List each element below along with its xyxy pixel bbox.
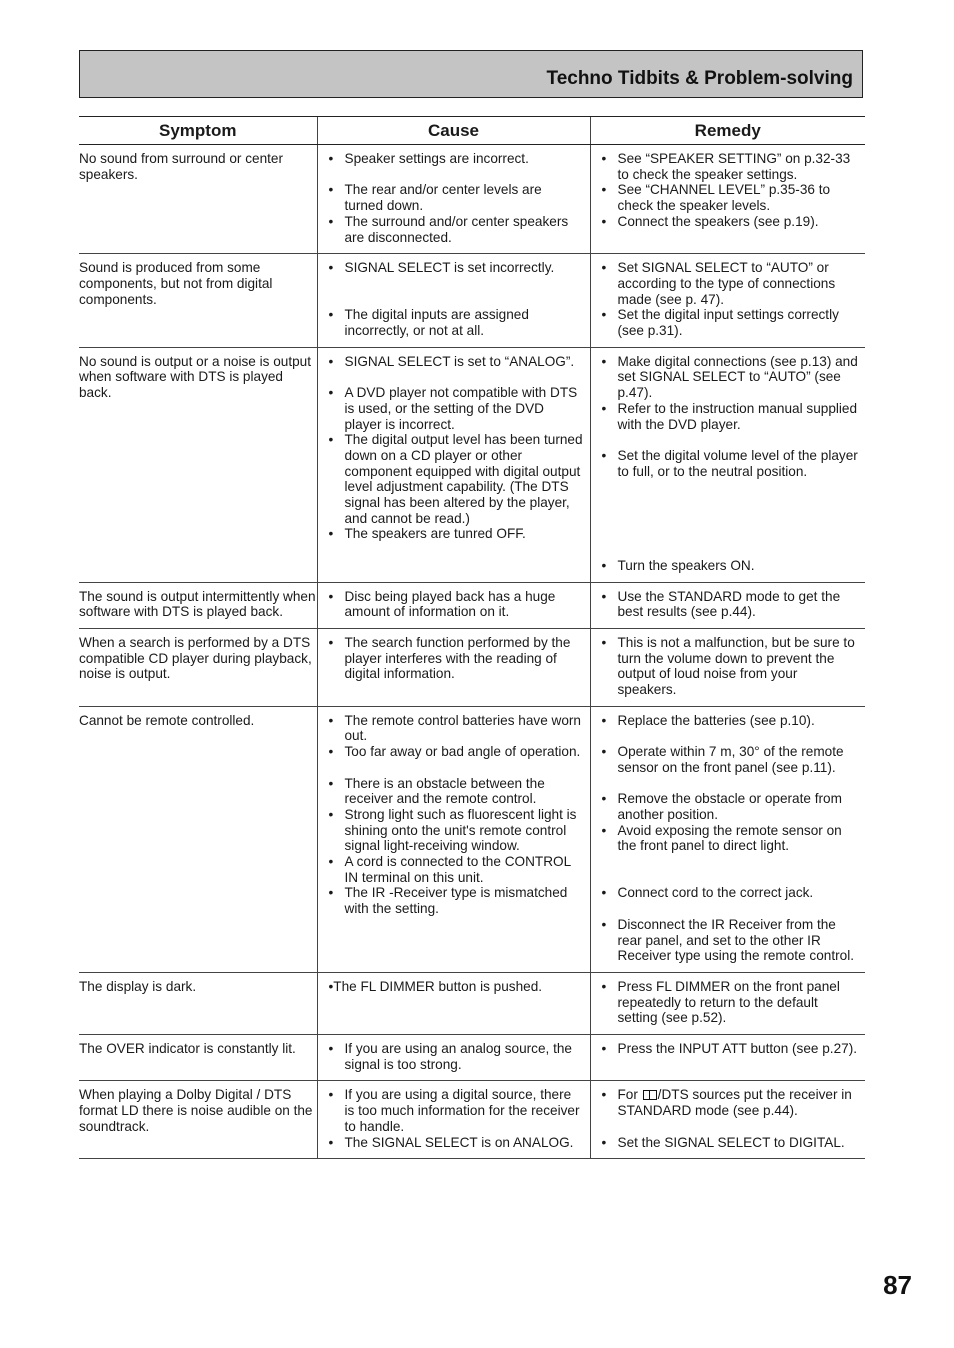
cause-item: • The search function performed by the player interferes with the reading of digital information. (318, 635, 590, 682)
remedy-item: • Connect the speakers (see p.19). (591, 214, 866, 230)
remedy-cell (590, 582, 865, 628)
remedy-cell (590, 145, 865, 254)
cause-item: • Speaker settings are incorrect. (318, 151, 590, 167)
column-header-remedy: Remedy (590, 117, 865, 145)
remedy-item: • Operate within 7 m, 30° of the remote sensor on the front panel (see p.11). (591, 744, 866, 775)
cause-item: • The rear and/or center levels are turned down. (318, 182, 590, 213)
remedy-item: • Disconnect the IR Receiver from the rear panel, and set to the other IR Receiver type using the remote control. (591, 917, 866, 964)
remedy-item: • Connect cord to the correct jack. (591, 885, 866, 901)
remedy-item: • Set the SIGNAL SELECT to DIGITAL. (591, 1135, 866, 1151)
cause-item: • The SIGNAL SELECT is on ANALOG. (318, 1135, 590, 1151)
section-header-bar (79, 50, 863, 98)
remedy-item: • Avoid exposing the remote sensor on the front panel to direct light. (591, 823, 866, 854)
cause-cell (317, 1035, 590, 1081)
remedy-text-post: /DTS sources put the receiver in STANDARD mode (see p.44). (617, 1087, 852, 1119)
symptom-cell: No sound from surround or center speakers. (79, 145, 317, 254)
table-row (79, 347, 865, 582)
cause-item: • A cord is connected to the CONTROL IN terminal on this unit. (318, 854, 590, 885)
symptom-cell: When a search is performed by a DTS compatible CD player during playback, noise is output. (79, 628, 317, 706)
remedy-item: • Replace the batteries (see p.10). (591, 713, 866, 729)
cause-item: • SIGNAL SELECT is set to “ANALOG”. (318, 354, 590, 370)
cause-item: • If you are using an analog source, the signal is too strong. (318, 1041, 590, 1072)
remedy-cell (590, 347, 865, 582)
column-header-cause: Cause (317, 117, 590, 145)
cause-cell (317, 706, 590, 972)
symptom-cell: Cannot be remote controlled. (79, 706, 317, 972)
cause-cell (317, 254, 590, 348)
cause-cell (317, 628, 590, 706)
remedy-item: • Make digital connections (see p.13) and set SIGNAL SELECT to “AUTO” (see p.47). (591, 354, 866, 401)
table-row (79, 254, 865, 348)
cause-cell (317, 145, 590, 254)
cause-item: • The IR -Receiver type is mismatched with the setting. (318, 885, 590, 916)
section-title: Techno Tidbits & Problem-solving (546, 68, 853, 89)
cause-item: • The surround and/or center speakers are disconnected. (318, 214, 590, 245)
remedy-text-pre: For (617, 1087, 642, 1103)
troubleshooting-table (79, 116, 865, 1159)
remedy-item: • This is not a malfunction, but be sure to turn the volume down to prevent the output of loud noise from your speakers. (591, 635, 866, 698)
remedy-item: • Press the INPUT ATT button (see p.27). (591, 1041, 866, 1057)
remedy-item: • See “CHANNEL LEVEL” p.35-36 to check the speaker levels. (591, 182, 866, 213)
cause-item: • A DVD player not compatible with DTS is used, or the setting of the DVD player is incorrect. (318, 385, 590, 432)
table-row (79, 628, 865, 706)
remedy-item: • Set the digital volume level of the player to full, or to the neutral position. (591, 448, 866, 479)
table-row (79, 706, 865, 972)
remedy-item: • See “SPEAKER SETTING” on p.32-33 to check the speaker settings. (591, 151, 866, 182)
remedy-cell (590, 254, 865, 348)
page-number: 87 (883, 1270, 912, 1300)
cause-item: • The speakers are tunred OFF. (318, 526, 590, 542)
remedy-item: • Remove the obstacle or operate from another position. (591, 791, 866, 822)
cause-item: •The FL DIMMER button is pushed. (328, 978, 543, 994)
cause-item: • The digital inputs are assigned incorrectly, or not at all. (318, 307, 590, 338)
table-header-row (79, 117, 865, 145)
remedy-cell (590, 972, 865, 1034)
remedy-item: • Use the STANDARD mode to get the best results (see p.44). (591, 589, 866, 620)
dolby-digital-icon (643, 1090, 657, 1100)
remedy-item: • Turn the speakers ON. (591, 558, 866, 574)
remedy-cell (590, 1081, 865, 1159)
cause-item: • The digital output level has been turned down on a CD player or other component equipped with digital output level adjustment capability. (The DTS signal has been altered by the player, and cannot be read.) (318, 432, 590, 526)
symptom-cell: The sound is output intermittently when software with DTS is played back. (79, 582, 317, 628)
column-header-symptom: Symptom (79, 117, 317, 145)
remedy-item: • Set the digital input settings correctly (see p.31). (591, 307, 866, 338)
remedy-item: • Refer to the instruction manual supplied with the DVD player. (591, 401, 866, 432)
table-row (79, 1081, 865, 1159)
symptom-cell: The OVER indicator is constantly lit. (79, 1035, 317, 1081)
symptom-cell: No sound is output or a noise is output when software with DTS is played back. (79, 347, 317, 582)
remedy-cell (590, 1035, 865, 1081)
cause-cell (317, 582, 590, 628)
cause-cell (317, 1081, 590, 1159)
remedy-item: • Set SIGNAL SELECT to “AUTO” or according to the type of connections made (see p. 47). (591, 260, 866, 307)
symptom-cell: Sound is produced from some components, but not from digital components. (79, 254, 317, 348)
table-row (79, 1035, 865, 1081)
cause-item: • Disc being played back has a huge amount of information on it. (318, 589, 590, 620)
cause-item: • There is an obstacle between the receiver and the remote control. (318, 776, 590, 807)
table-row (79, 145, 865, 254)
cause-cell (317, 972, 590, 1034)
remedy-item: • Press FL DIMMER on the front panel repeatedly to return to the default setting (see p.52). (591, 979, 866, 1026)
remedy-cell (590, 628, 865, 706)
cause-item: • The remote control batteries have worn out. (318, 713, 590, 744)
remedy-cell (590, 706, 865, 972)
cause-item: • Too far away or bad angle of operation. (318, 744, 590, 760)
cause-item: • SIGNAL SELECT is set incorrectly. (318, 260, 590, 276)
cause-cell (317, 347, 590, 582)
symptom-cell: When playing a Dolby Digital / DTS format LD there is noise audible on the soundtrack. (79, 1081, 317, 1159)
symptom-cell: The display is dark. (79, 972, 317, 1034)
table-row (79, 582, 865, 628)
table-row (79, 972, 865, 1034)
cause-item: • Strong light such as fluorescent light is shining onto the unit's remote control signal light-receiving window. (318, 807, 590, 854)
cause-item: • If you are using a digital source, there is too much information for the receiver to handle. (318, 1087, 590, 1134)
remedy-item (591, 1087, 866, 1118)
